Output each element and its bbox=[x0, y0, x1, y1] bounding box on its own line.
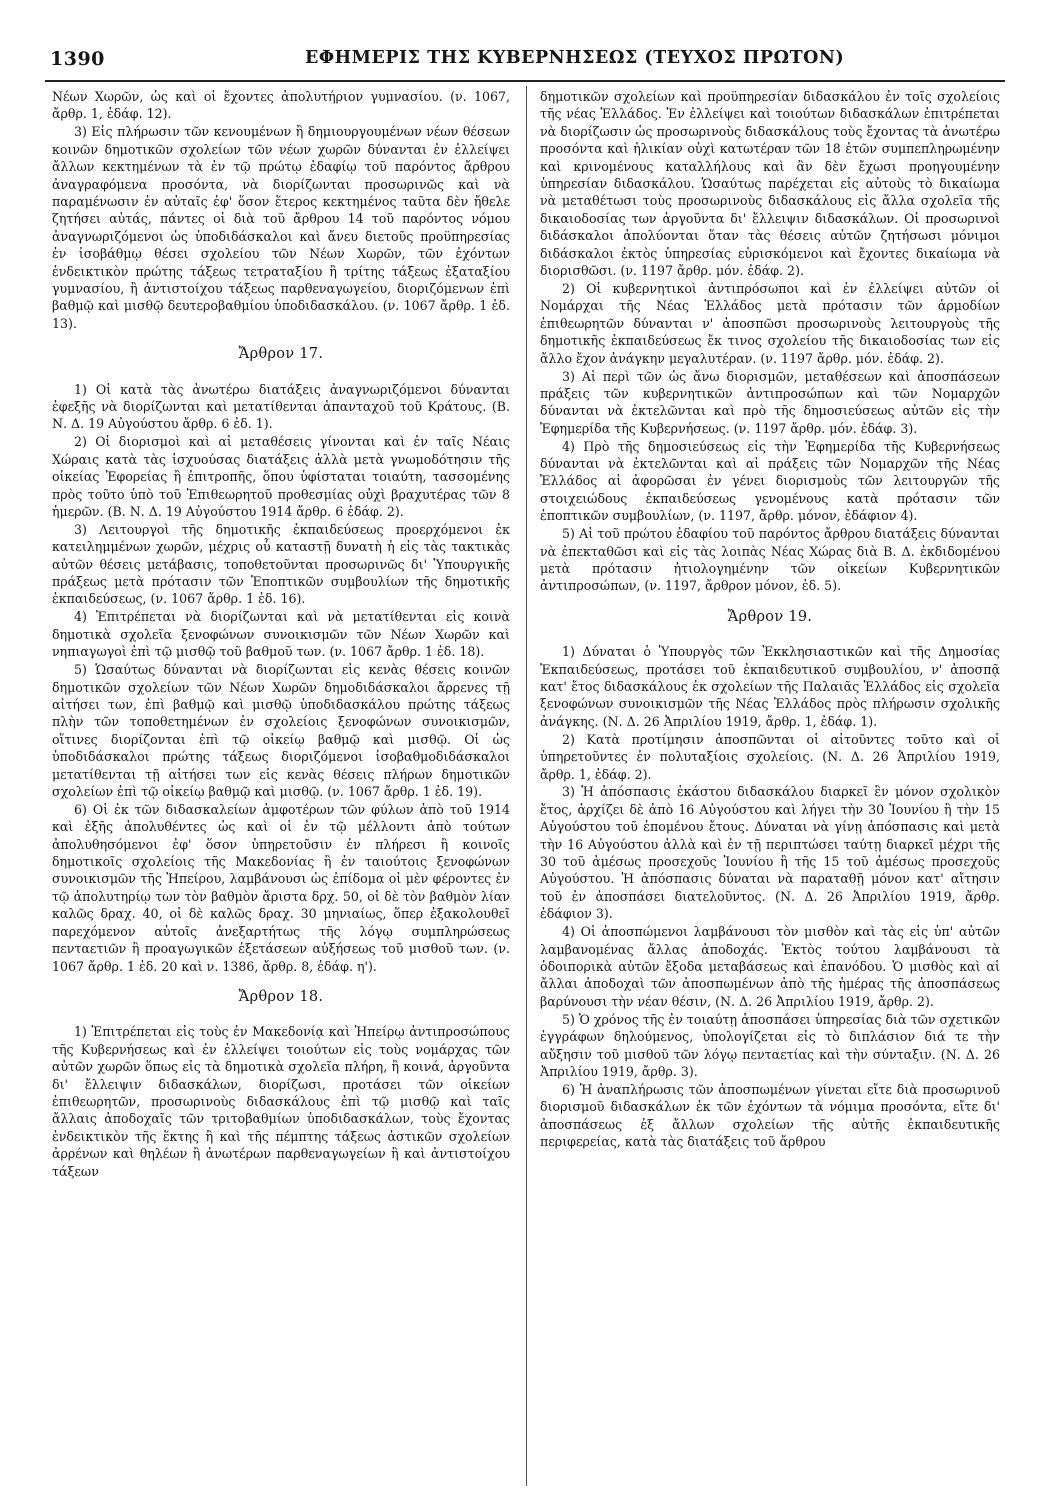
paragraph: 3) Εἰς πλήρωσιν τῶν κενουμένων ἢ δημιουργουμένων νέων θέσεων κοινῶν δημοτικῶν σχολείων τῶν νέων χωρῶν δύνανται ἐν ἐλλείψει ἄλλων κεκτημένων τὰ ἐν τῷ πρώτῳ ἐδαφίῳ τοῦ παρόντος ἄρθρου ἀναγραφόμενα προσόντα, νὰ διορίζωνται προσωρινῶς καὶ νὰ παραμένωσιν ἐν αὐταῖς ἐφ' ὅσον ἕτερος κεκτημένος ταῦτα δὲν ἤθελε ζητήσει αὐτάς, πάντες οἱ διὰ τοῦ ἄρθρου 14 τοῦ παρόντος νόμου ἀναγνωριζόμενοι ὡς ὑποδιδάσκαλοι καὶ ἄνευ διετοῦς προϋπηρεσίας ἐν ἰσοβάθμῳ θέσει σχολείου τῶν Νέων Χωρῶν, τῶν ἐχόντων ἐνδεικτικὸν πρώτης τάξεως τετραταξίου ἢ τρίτης τάξεως ἑξαταξίου γυμνασίου, ἢ ἀντιστοίχου τάξεως παρθεναγωγείου, διοριζόμενων ἐπὶ βαθμῷ καὶ μισθῷ δευτεροβαθμίου ὑποδιδασκάλου. (ν. 1067 ἄρθρ. 1 ἐδ. 13). bbox=[52, 124, 510, 331]
paragraph: Νέων Χωρῶν, ὡς καὶ οἱ ἔχοντες ἀπολυτήριον γυμνασίου. (ν. 1067, ἄρθρ. 1, ἐδάφ. 12). bbox=[52, 89, 510, 122]
article-18-heading: Ἄρθρον 18. bbox=[238, 988, 324, 1005]
paragraph: 4) Ἐπιτρέπεται νὰ διορίζωνται καὶ νὰ μετατίθενται εἰς κοινὰ δημοτικὰ σχολεῖα ξενοφώνων συνοικισμῶν τῶν Νέων Χωρῶν καὶ νηπιαγωγοὶ ἐπὶ τῷ μισθῷ τοῦ βαθμοῦ των. (ν. 1067 ἄρθρ. 1 ἐδ. 18). bbox=[52, 609, 510, 660]
paragraph: 4) Οἱ ἀποσπώμενοι λαμβάνουσι τὸν μισθὸν καὶ τὰς εἰς ὑπ' αὐτῶν λαμβανομένας ἄλλας ἀποδοχάς. Ἐκτὸς τούτου λαμβάνουσι τὰ ὁδοιπορικὰ αὐτῶν ἔξοδα μεταβάσεως καὶ ἐπανόδου. Ὁ μισθὸς καὶ αἱ ἄλλαι ἀποδοχαὶ τῶν ἀποσπωμένων ἀπὸ τῆς ἡμέρας τῆς ἀποσπάσεως βαρύνουσι τὴν νέαν θέσιν, (Ν. Δ. 26 Ἀπριλίου 1919, ἄρθρ. 2). bbox=[540, 924, 1000, 1009]
article-19-heading: Ἄρθρον 19. bbox=[727, 608, 813, 625]
paragraph: 1) Δύναται ὁ Ὑπουργὸς τῶν Ἐκκλησιαστικῶν καὶ τῆς Δημοσίας Ἐκπαιδεύσεως, προτάσει τοῦ ἐκπαιδευτικοῦ συμβουλίου, ν' ἀποσπᾷ κατ' ἔτος διδασκάλους ἐκ σχολείων τῆς Παλαιᾶς Ἑλλάδος εἰς σχολεῖα ξενοφώνων συνοικισμῶν τῆς Νέας Ἑλλάδος πρὸς πλήρωσιν σχολικῆς ἀνάγκης. (Ν. Δ. 26 Ἀπριλίου 1919, ἄρθρ. 1, ἐδάφ. 1). bbox=[540, 644, 1000, 729]
paragraph: 3) Αἱ περὶ τῶν ὡς ἄνω διορισμῶν, μεταθέσεων καὶ ἀποσπάσεων πράξεις τῶν κυβερνητικῶν ἀντιπροσώπων καὶ τῶν Νομαρχῶν δύνανται νὰ ἐκτελῶνται καὶ πρὸ τῆς δημοσιεύσεως αὐτῶν εἰς τὴν Ἐφημερίδα τῆς Κυβερνήσεως. (ν. 1197 ἄρθρ. μόν. ἐδάφ. 3). bbox=[540, 368, 1000, 436]
paragraph: 4) Πρὸ τῆς δημοσιεύσεως εἰς τὴν Ἐφημερίδα τῆς Κυβερνήσεως δύνανται νὰ ἐκτελῶνται καὶ αἱ πράξεις τῶν Νομαρχῶν τῆς Νέας Ἑλλάδος αἱ ἀφορῶσαι ἐν γένει διορισμοὺς τῶν λειτουργῶν τῆς στοιχειώδους ἐκπαιδεύσεως γενομένους κατὰ πρότασιν τῶν ἐποπτικῶν συμβουλίων, (ν. 1197, ἄρθρ. μόνον, ἐδάφιον 4). bbox=[540, 438, 1000, 524]
page-header bbox=[50, 38, 1010, 78]
paragraph: 1) Οἱ κατὰ τὰς ἀνωτέρω διατάξεις ἀναγνωριζόμενοι δύνανται ἐφεξῆς νὰ διορίζωνται καὶ μετατίθενται ἁπανταχοῦ τοῦ Κράτους. (Β. Ν. Δ. 19 Αὐγούστου ἄρθρ. 6 ἐδ. 1). bbox=[52, 381, 510, 432]
article-17-heading: Ἄρθρον 17. bbox=[238, 346, 324, 363]
paragraph: 5) Αἱ τοῦ πρώτου ἐδαφίου τοῦ παρόντος ἄρθρου διατάξεις δύνανται νὰ ἐπεκταθῶσι καὶ εἰς τὰς λοιπὰς Νέας Χώρας διὰ Β. Δ. ἐκδιδομένου μετὰ πρότασιν ἠτιολογημένην τῶν οἰκείων Κυβερνητικῶν ἀντιπροσώπων, (ν. 1197, ἄρθρον μόνον, ἐδ. 5). bbox=[540, 526, 1000, 594]
paragraph: 3) Ἡ ἀπόσπασις ἑκάστου διδασκάλου διαρκεῖ ἓν μόνον σχολικὸν ἔτος, ἀρχίζει δὲ ἀπὸ 16 Αὐγούστου καὶ λήγει τὴν 30 Ἰουνίου ἢ τὴν 15 Αὐγούστου τοῦ ἑπομένου ἔτους. Δύναται νὰ γίνῃ ἀπόσπασις καὶ μετὰ τὴν 16 Αὐγούστου ἀλλὰ καὶ ἐν τῇ περιπτώσει ταύτῃ διαρκεῖ μέχρι τῆς 30 τοῦ ἀμέσως προσεχοῦς Ἰουνίου ἢ τῆς 15 τοῦ ἀμέσως προσεχοῦς Αὐγούστου. Ἡ ἀπόσπασις δύναται νὰ παραταθῇ μόνον κατ' αἴτησιν τοῦ ἐν ἀποσπάσει διατελοῦντος. (Ν. Δ. 26 Ἀπριλίου 1919, ἄρθρ. ἐδάφιον 3). bbox=[540, 784, 1000, 922]
paragraph: 6) Οἱ ἐκ τῶν διδασκαλείων ἀμφοτέρων τῶν φύλων ἀπὸ τοῦ 1914 καὶ ἐξῆς ἀπολυθέντες ὡς καὶ οἱ ἐν τῷ μέλλοντι ἀπὸ τούτων ἀπολυθησόμενοι ἐφ' ὅσον ὑπηρετοῦσιν ἐν πλήρεσι ἢ κοινοῖς δημοτικοῖς σχολείοις τῆς Μακεδονίας ἢ ἐν ταιούτοις ξενοφώνων συνοικισμῶν τῆς Ἠπείρου, λαμβάνουσι ὡς ἐπίδομα οἱ μὲν φέροντες ἐν τῷ ἀπολυτηρίῳ των τὸν βαθμὸν ἄριστα δρχ. 50, οἱ δὲ τὸν βαθμὸν λίαν καλῶς δραχ. 40, οἱ δὲ καλῶς δραχ. 30 μηνιαίως, ὅπερ ἐξακολουθεῖ παρεχόμενον αὐτοῖς ἀνεξαρτήτως τῆς λόγῳ συμπληρώσεως πενταετιῶν ἢ προαγωγικῶν ἐξετάσεων αὐξήσεως τοῦ μισθοῦ των. (ν. 1067 ἄρθρ. 1 ἐδ. 20 καὶ ν. 1386, ἄρθρ. 8, ἐδάφ. η'). bbox=[52, 801, 510, 974]
header-rule bbox=[45, 80, 1005, 82]
paragraph: 1) Ἐπιτρέπεται εἰς τοὺς ἐν Μακεδονίᾳ καὶ Ἠπείρῳ ἀντιπροσώπους τῆς Κυβερνήσεως καὶ ἐν ἐλλείψει τοιούτων εἰς τοὺς νομάρχας τῶν αὐτῶν χωρῶν ὅπως εἰς τὰ δημοτικὰ σχολεῖα πλήρη, ἢ κοινά, ἀργοῦντα δι' ἔλλειψιν διδασκάλων, διορίζωσι, προτάσει τῶν οἰκείων ἐπιθεωρητῶν, προσωρινοὺς διδασκάλους ἐπὶ τῷ μισθῷ καὶ ταῖς ἄλλαις ἀποδοχαῖς τῶν τριτοβαθμίων ὑποδιδασκάλων, τοὺς ἔχοντας ἐνδεικτικὸν τῆς ἕκτης ἢ καὶ τῆς πέμπτης τάξεως ἀστικῶν σχολείων ἀρρένων καὶ θηλέων ἢ ἀνωτέρων παρθεναγωγείων ἢ καὶ ἀντιστοίχου τάξεων bbox=[52, 1024, 510, 1179]
paragraph: 2) Οἱ κυβερνητικοὶ ἀντιπρόσωποι καὶ ἐν ἐλλείψει αὐτῶν οἱ Νομάρχαι τῆς Νέας Ἑλλάδος μετὰ πρότασιν τῶν ἁρμοδίων ἐπιθεωρητῶν δύνανται ν' ἀποσπῶσι προσωρινοὺς λειτουργοὺς τῆς δημοτικῆς ἐκπαιδεύσεως ἔκ τινος σχολείου τῆς δικαιοδοσίας των εἰς ἄλλο ἔχον ἀνάγκην μεγαλυτέραν. (ν. 1197 ἄρθρ. μόν. ἐδάφ. 2). bbox=[540, 280, 1000, 366]
paragraph: δημοτικῶν σχολείων καὶ προϋπηρεσίαν διδασκάλου ἐν τοῖς σχολείοις τῆς νέας Ἑλλάδος. Ἐν ἐλλείψει καὶ τοιούτων διδασκάλων ἐπιτρέπεται νὰ διορίζωσιν ὡς προσωρινοὺς διδασκάλους τοὺς ἔχοντας τὰ ἀνωτέρω προσόντα καὶ ἡλικίαν οὐχὶ κατωτέραν τῶν 18 ἐτῶν συμπεπληρωμένην καὶ κρινομένους καταλλήλους καὶ ἂν δὲν ἔχωσι προηγουμένην ὑπηρεσίαν διδασκάλου. Ὡσαύτως παρέχεται εἰς αὐτοὺς τὸ δικαίωμα νὰ μεταθέτωσι τοὺς προσωρινοὺς διδασκάλους εἰς ἄλλα σχολεῖα τῆς δικαιοδοσίας των ἀργοῦντα δι' ἔλλειψιν διδασκάλων. Οἱ προσωρινοὶ διδάσκαλοι ἀπολύονται ὅταν τὰς θέσεις αὐτῶν ζητήσωσι μόνιμοι διδάσκαλοι ἐκτὸς ὑπηρεσίας εὑρισκόμενοι καὶ ἔχοντες δικαίωμα νὰ διορισθῶσι. (ν. 1197 ἄρθρ. μόν. ἐδάφ. 2). bbox=[540, 89, 1000, 279]
paragraph: 2) Οἱ διορισμοὶ καὶ αἱ μεταθέσεις γίνονται καὶ ἐν ταῖς Νέαις Χώραις κατὰ τὰς ἰσχυούσας διατάξεις ἀλλὰ μετὰ γνωμοδότησιν τῆς οἰκείας Ἐφορείας ἢ ἐπιτροπῆς, ὅπου ὑφίσταται τοιαύτη, τασσομένης πρὸς τοῦτο ὑπὸ τοῦ Ἐπιθεωρητοῦ προθεσμίας οὐχὶ βραχυτέρας τῶν 8 ἡμερῶν. (Β. Ν. Δ. 19 Αὐγούστου 1914 ἄρθρ. 6 ἐδάφ. 2). bbox=[52, 434, 510, 519]
column-divider bbox=[526, 86, 527, 1486]
paragraph: 3) Λειτουργοὶ τῆς δημοτικῆς ἐκπαιδεύσεως προερχόμενοι ἐκ κατειλημμένων χωρῶν, μέχρις οὗ καταστῇ δυνατὴ ἡ εἰς τὰς τακτικὰς αὐτῶν θέσεις μετάβασις, τοποθετοῦνται προσωρινῶς δι' Ὑπουργικῆς πράξεως μετὰ πρότασιν τῶν Ἐποπτικῶν συμβουλίων τῆς δημοτικῆς ἐκπαιδεύσεως, (ν. 1067 ἄρθρ. 1 ἐδ. 16). bbox=[52, 521, 510, 607]
paragraph: 5) Ὁ χρόνος τῆς ἐν τοιαύτῃ ἀποσπάσει ὑπηρεσίας διὰ τῶν σχετικῶν ἐγγράφων δηλούμενος, ὑπολογίζεται εἰς τὸ διπλάσιον διά τε τὴν αὔξησιν τοῦ μισθοῦ τῶν λόγῳ πενταετίας καὶ τὴν σύνταξιν. (Ν. Δ. 26 Ἀπριλίου 1919, ἄρθρ. 3). bbox=[540, 1011, 1000, 1079]
page-number: 1390 bbox=[50, 48, 105, 70]
paragraph: 2) Κατὰ προτίμησιν ἀποσπῶνται οἱ αἰτοῦντες τοῦτο καὶ οἱ ὑπηρετοῦντες ἐν πολυταξίοις σχολείοις. (Ν. Δ. 26 Ἀπριλίου 1919, ἄρθρ. 1, ἐδάφ. 2). bbox=[540, 731, 1000, 782]
running-title: ΕΦΗΜΕΡΙΣ ΤΗΣ ΚΥΒΕΡΝΗΣΕΩΣ (ΤΕΥΧΟΣ ΠΡΩΤΟΝ) bbox=[305, 48, 845, 68]
left-column bbox=[52, 88, 510, 1488]
paragraph: 6) Ἡ ἀναπλήρωσις τῶν ἀποσπωμένων γίνεται εἴτε διὰ προσωρινοῦ διορισμοῦ διδασκάλων ἐκ τῶν ἐχόντων τὰ νόμιμα προσόντα, εἴτε δι' ἀποσπάσεως ἐξ ἄλλων σχολείων τῆς αὐτῆς ἐκπαιδευτικῆς περιφερείας, κατὰ τὰς διατάξεις τοῦ ἄρθρου bbox=[540, 1081, 1000, 1150]
paragraph: 5) Ὡσαύτως δύνανται νὰ διορίζωνται εἰς κενὰς θέσεις κοινῶν δημοτικῶν σχολείων τῶν Νέων Χωρῶν δημοδιδάσκαλοι ἄρρενες τῇ αἰτήσει των, ἐπὶ βαθμῷ καὶ μισθῷ ὑποδιδασκάλου πρώτης τάξεως πλὴν τῶν τοποθετημένων ἐν σχολείοις ξενοφώνων συνοικισμῶν, οἵτινες διορίζονται ἐπὶ τῷ οἰκείῳ βαθμῷ καὶ μισθῷ. Οἱ ὡς ὑποδιδάσκαλοι πρώτης τάξεως διοριζόμενοι ἰσοβαθμοδιδάσκαλοι μετατίθενται τῇ αἰτήσει των εἰς κενὰς θέσεις πλήρων δημοτικῶν σχολείων ἐπὶ τῷ οἰκείῳ βαθμῷ καὶ μισθῷ. (ν. 1067 ἄρθρ. 1 ἐδ. 19). bbox=[52, 662, 510, 799]
right-column bbox=[540, 88, 1000, 1488]
